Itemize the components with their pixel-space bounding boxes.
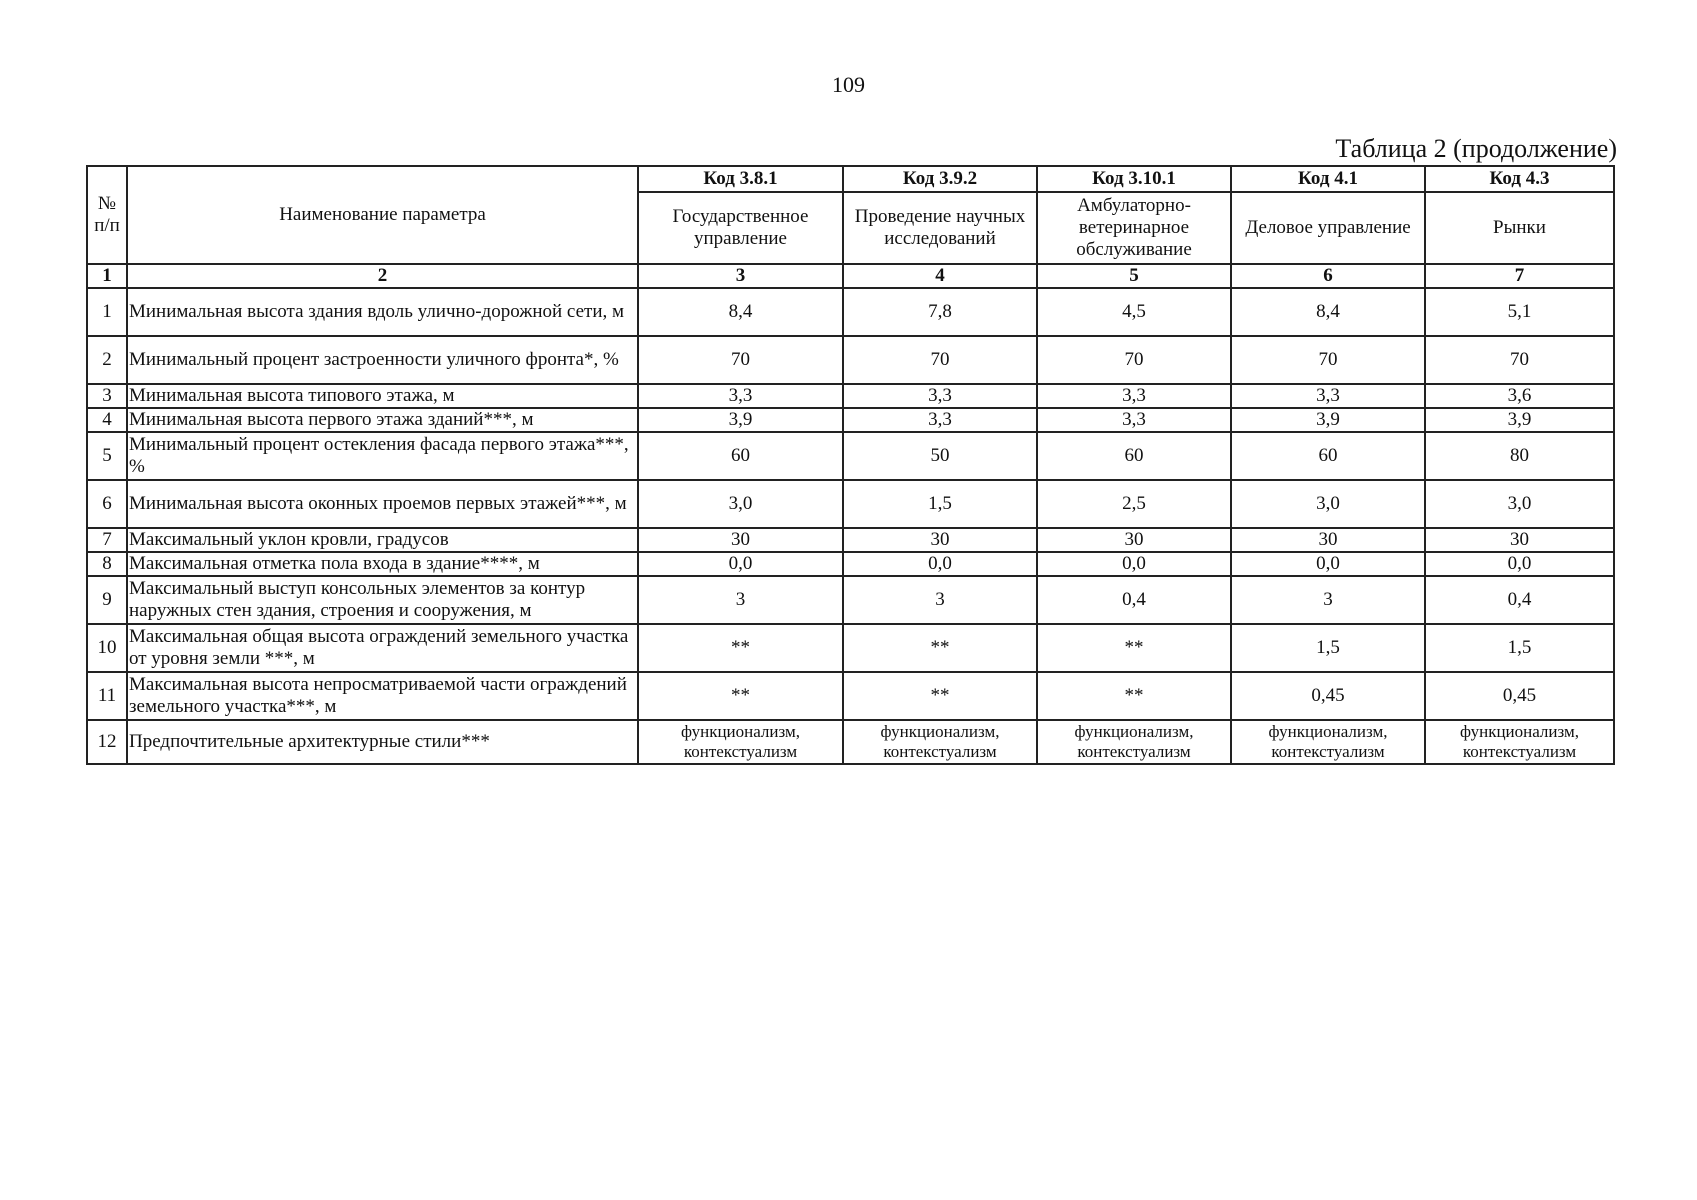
column-number: 3 <box>638 264 843 288</box>
table-row <box>87 672 1614 720</box>
row-value: 30 <box>1425 528 1614 552</box>
header-number-row <box>87 264 1614 288</box>
row-value: функционализм, контекстуализм <box>1037 720 1231 764</box>
row-value: ** <box>638 672 843 720</box>
row-param-name: Максимальный выступ консольных элементов за контур наружных стен здания, строения и сооружения, м <box>127 576 638 624</box>
row-number: 12 <box>87 720 127 764</box>
row-number: 10 <box>87 624 127 672</box>
row-value: 4,5 <box>1037 288 1231 336</box>
column-number: 2 <box>127 264 638 288</box>
row-value: 3,3 <box>843 408 1037 432</box>
row-value: 60 <box>1231 432 1425 480</box>
row-value: функционализм, контекстуализм <box>1425 720 1614 764</box>
row-value: 70 <box>638 336 843 384</box>
row-number: 7 <box>87 528 127 552</box>
row-value: 3,9 <box>638 408 843 432</box>
parameters-table <box>86 165 1615 765</box>
header-column-name: Амбулаторно-ветеринарное обслуживание <box>1037 192 1231 264</box>
header-column-name: Проведение научных исследований <box>843 192 1037 264</box>
table-row <box>87 432 1614 480</box>
column-number: 1 <box>87 264 127 288</box>
row-value: 60 <box>638 432 843 480</box>
table-row <box>87 720 1614 764</box>
row-number: 6 <box>87 480 127 528</box>
row-value: 3,0 <box>1231 480 1425 528</box>
row-value: 0,0 <box>843 552 1037 576</box>
row-param-name: Минимальный процент застроенности уличного фронта*, % <box>127 336 638 384</box>
header-code: Код 4.1 <box>1231 166 1425 192</box>
row-value: 3,0 <box>1425 480 1614 528</box>
page-number: 109 <box>832 72 865 97</box>
row-number: 8 <box>87 552 127 576</box>
row-value: 70 <box>1231 336 1425 384</box>
row-value: 0,0 <box>1425 552 1614 576</box>
row-value: 8,4 <box>638 288 843 336</box>
row-param-name: Минимальная высота первого этажа зданий***, м <box>127 408 638 432</box>
row-value: 50 <box>843 432 1037 480</box>
table-row <box>87 576 1614 624</box>
row-param-name: Минимальный процент остекления фасада первого этажа***, % <box>127 432 638 480</box>
header-code: Код 3.10.1 <box>1037 166 1231 192</box>
row-value: 0,45 <box>1425 672 1614 720</box>
row-value: ** <box>1037 672 1231 720</box>
table-row <box>87 480 1614 528</box>
row-value: 3,3 <box>1231 384 1425 408</box>
row-value: 3,9 <box>1231 408 1425 432</box>
row-value: функционализм, контекстуализм <box>843 720 1037 764</box>
row-param-name: Предпочтительные архитектурные стили*** <box>127 720 638 764</box>
row-value: 70 <box>843 336 1037 384</box>
row-value: 0,4 <box>1425 576 1614 624</box>
table-row <box>87 624 1614 672</box>
header-column-name: Государственное управление <box>638 192 843 264</box>
row-value: ** <box>638 624 843 672</box>
header-code-row <box>87 166 1614 192</box>
row-param-name: Максимальная отметка пола входа в здание****, м <box>127 552 638 576</box>
table-row <box>87 552 1614 576</box>
row-number: 11 <box>87 672 127 720</box>
row-value: 0,4 <box>1037 576 1231 624</box>
row-number: 4 <box>87 408 127 432</box>
column-number: 4 <box>843 264 1037 288</box>
row-value: 0,0 <box>638 552 843 576</box>
row-value: 70 <box>1037 336 1231 384</box>
row-value: 3 <box>843 576 1037 624</box>
column-number: 6 <box>1231 264 1425 288</box>
row-number: 5 <box>87 432 127 480</box>
row-value: 80 <box>1425 432 1614 480</box>
row-param-name: Минимальная высота типового этажа, м <box>127 384 638 408</box>
row-number: 9 <box>87 576 127 624</box>
row-number: 2 <box>87 336 127 384</box>
row-param-name: Минимальная высота здания вдоль улично-дорожной сети, м <box>127 288 638 336</box>
header-code: Код 4.3 <box>1425 166 1614 192</box>
row-number: 3 <box>87 384 127 408</box>
header-param-name: Наименование параметра <box>127 166 638 264</box>
row-value: 0,0 <box>1037 552 1231 576</box>
row-value: 2,5 <box>1037 480 1231 528</box>
row-value: 70 <box>1425 336 1614 384</box>
row-param-name: Минимальная высота оконных проемов первых этажей***, м <box>127 480 638 528</box>
column-number: 5 <box>1037 264 1231 288</box>
row-value: функционализм, контекстуализм <box>638 720 843 764</box>
row-value: 1,5 <box>1425 624 1614 672</box>
table-row <box>87 408 1614 432</box>
row-value: 1,5 <box>1231 624 1425 672</box>
table-row <box>87 288 1614 336</box>
row-value: ** <box>1037 624 1231 672</box>
row-value: 7,8 <box>843 288 1037 336</box>
row-value: 0,45 <box>1231 672 1425 720</box>
row-value: функционализм, контекстуализм <box>1231 720 1425 764</box>
row-value: 1,5 <box>843 480 1037 528</box>
header-column-name: Рынки <box>1425 192 1614 264</box>
row-param-name: Максимальный уклон кровли, градусов <box>127 528 638 552</box>
row-value: 30 <box>1037 528 1231 552</box>
row-value: 30 <box>1231 528 1425 552</box>
header-code: Код 3.9.2 <box>843 166 1037 192</box>
header-column-name: Деловое управление <box>1231 192 1425 264</box>
row-value: 30 <box>843 528 1037 552</box>
header-code: Код 3.8.1 <box>638 166 843 192</box>
row-param-name: Максимальная общая высота ограждений земельного участка от уровня земли ***, м <box>127 624 638 672</box>
row-value: 3,3 <box>1037 384 1231 408</box>
row-value: 3,3 <box>638 384 843 408</box>
row-value: 3,3 <box>1037 408 1231 432</box>
row-value: 5,1 <box>1425 288 1614 336</box>
table-row <box>87 528 1614 552</box>
row-value: 8,4 <box>1231 288 1425 336</box>
table-row <box>87 384 1614 408</box>
row-number: 1 <box>87 288 127 336</box>
row-value: 60 <box>1037 432 1231 480</box>
row-value: ** <box>843 624 1037 672</box>
row-value: 30 <box>638 528 843 552</box>
row-value: 0,0 <box>1231 552 1425 576</box>
row-value: 3 <box>638 576 843 624</box>
table-caption: Таблица 2 (продолжение) <box>1335 134 1617 163</box>
table-row <box>87 336 1614 384</box>
row-value: 3,6 <box>1425 384 1614 408</box>
row-value: 3 <box>1231 576 1425 624</box>
row-param-name: Максимальная высота непросматриваемой части ограждений земельного участка***, м <box>127 672 638 720</box>
row-value: ** <box>843 672 1037 720</box>
column-number: 7 <box>1425 264 1614 288</box>
row-value: 3,0 <box>638 480 843 528</box>
row-value: 3,3 <box>843 384 1037 408</box>
row-value: 3,9 <box>1425 408 1614 432</box>
header-no: № п/п <box>87 166 127 264</box>
